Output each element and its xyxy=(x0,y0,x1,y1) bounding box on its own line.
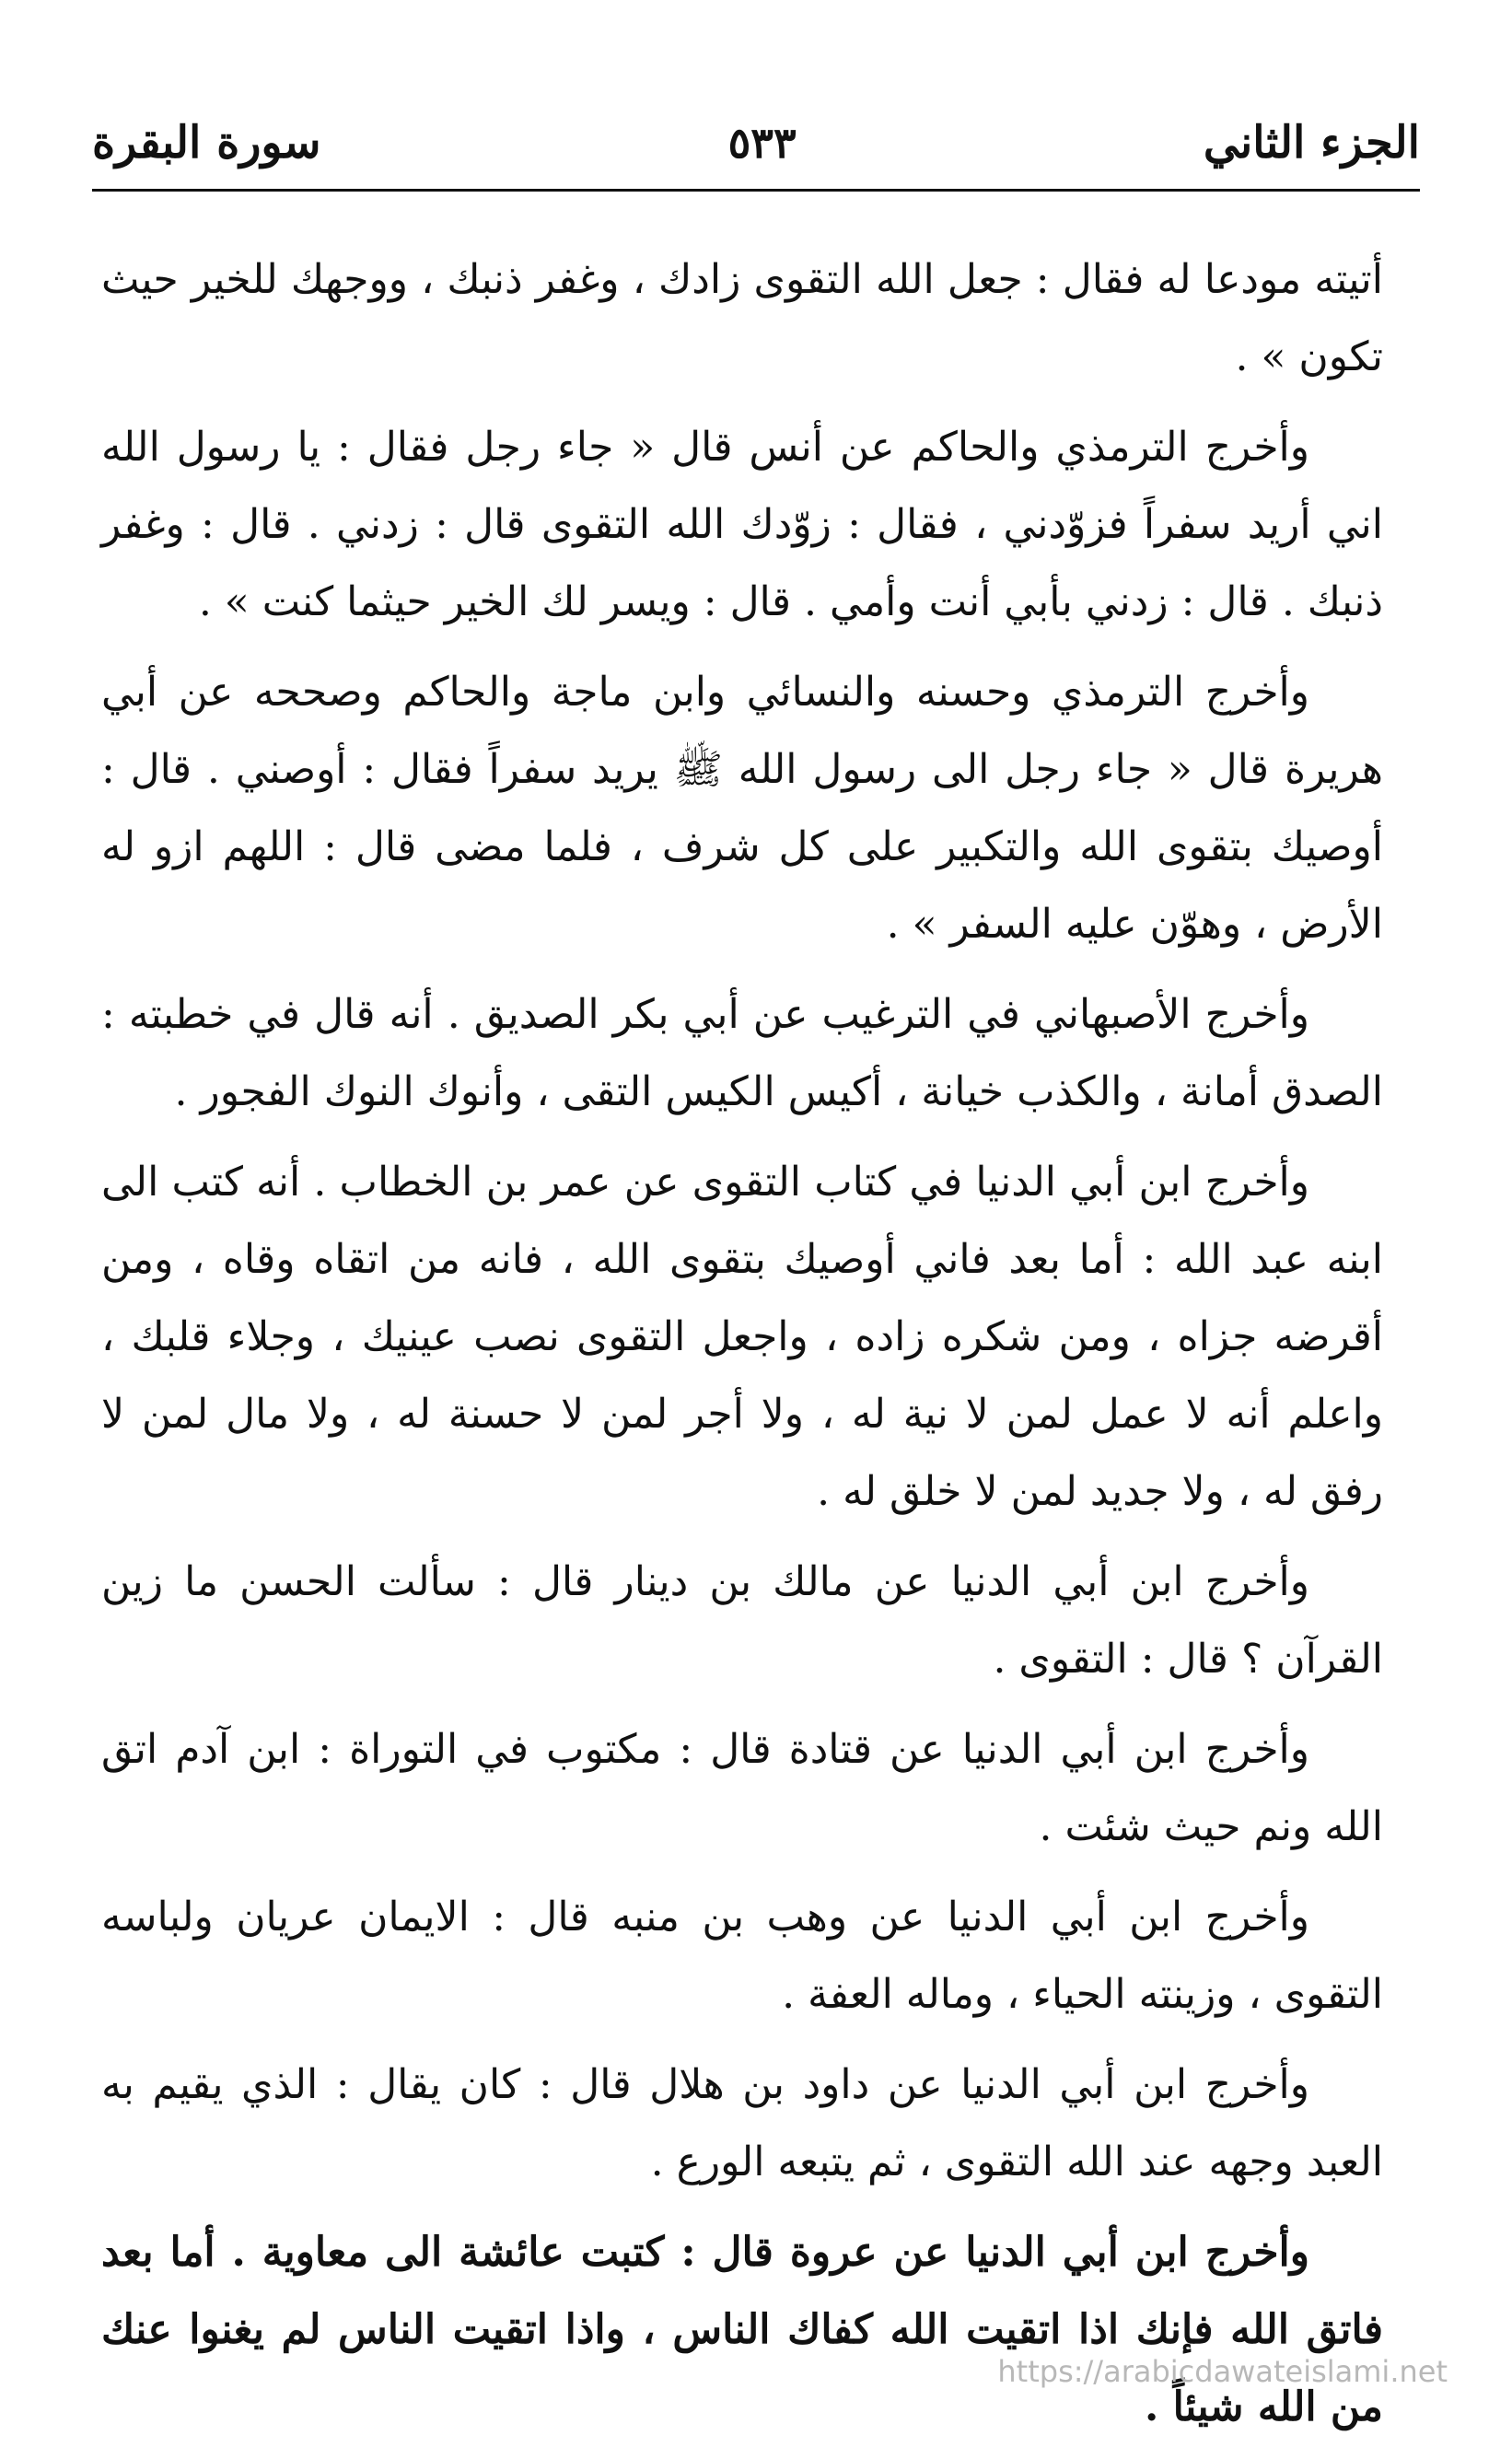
header-divider xyxy=(92,189,1420,192)
surah-title: سورة البقرة xyxy=(92,117,321,169)
paragraph-continuation: أتيته مودعا له فقال : جعل الله التقوى زادك ، وغفر ذنبك ، ووجهك للخير حيث تكون » . xyxy=(101,256,1383,380)
paragraph-umar-letter: وأخرج ابن أبي الدنيا في كتاب التقوى عن عمر بن الخطاب . أنه كتب الى ابنه عبد الله : أما بعد فاني أوصيك بتقوى الله ، فانه من اتقاه وقاه ، ومن أقرضه جزاه ، ومن شكره زاده ، واجعل التقوى نصب عينيك ، وجلاء قلبك ، واعلم أنه لا عمل لمن لا نية له ، ولا أجر لمن لا حسنة له ، ولا مال لمن لا رفق له ، ولا جديد لمن لا خلق له . xyxy=(101,1159,1383,1515)
page-number: ٥٣٣ xyxy=(727,118,797,168)
paragraph-malik-bin-dinar: وأخرج ابن أبي الدنيا عن مالك بن دينار قال : سألت الحسن ما زين القرآن ؟ قال : التقوى . xyxy=(101,1558,1383,1683)
paragraph-qatada: وأخرج ابن أبي الدنيا عن قتادة قال : مكتوب في التوراة : ابن آدم اتق الله ونم حيث شئت . xyxy=(101,1726,1383,1850)
page-body xyxy=(101,241,1383,2459)
paragraph-asbahani: وأخرج الأصبهاني في الترغيب عن أبي بكر الصديق . أنه قال في خطبته : الصدق أمانة ، والكذب خيانة ، أكيس الكيس التقى ، وأنوك النوك الفجور . xyxy=(101,991,1383,1115)
paragraph-wahb-bin-munabbih: وأخرج ابن أبي الدنيا عن وهب بن منبه قال : الايمان عريان ولباسه التقوى ، وزينته الحياء ، وماله العفة . xyxy=(101,1894,1383,2018)
paragraph-urwa: وأخرج ابن أبي الدنيا عن عروة قال : كتبت عائشة الى معاوية . أما بعد فاتق الله فإنك اذا اتقيت الله كفاك الناس ، واذا اتقيت الناس لم يغنوا عنك من الله شيئاً . xyxy=(101,2229,1383,2430)
paragraph-dawud-bin-hilal: وأخرج ابن أبي الدنيا عن داود بن هلال قال : كان يقال : الذي يقيم به العبد وجهه عند الله التقوى ، ثم يتبعه الورع . xyxy=(101,2061,1383,2185)
running-header xyxy=(92,106,1420,180)
paragraph-tirmidhi-anas: وأخرج الترمذي والحاكم عن أنس قال « جاء رجل فقال : يا رسول الله اني أريد سفراً فزوّدني ، فقال : زوّدك الله التقوى قال : زدني . قال : وغفر ذنبك . قال : زدني بأبي أنت وأمي . قال : ويسر لك الخير حيثما كنت » . xyxy=(101,424,1383,625)
part-title: الجزء الثاني xyxy=(1203,117,1420,169)
site-watermark: https://arabicdawateislami.net xyxy=(997,2354,1448,2389)
paragraph-tirmidhi-abu-hurayra: وأخرج الترمذي وحسنه والنسائي وابن ماجة والحاكم وصححه عن أبي هريرة قال « جاء رجل الى رسول الله ﷺ يريد سفراً فقال : أوصني . قال : أوصيك بتقوى الله والتكبير على كل شرف ، فلما مضى قال : اللهم ازو له الأرض ، وهوّن عليه السفر » . xyxy=(101,669,1383,948)
